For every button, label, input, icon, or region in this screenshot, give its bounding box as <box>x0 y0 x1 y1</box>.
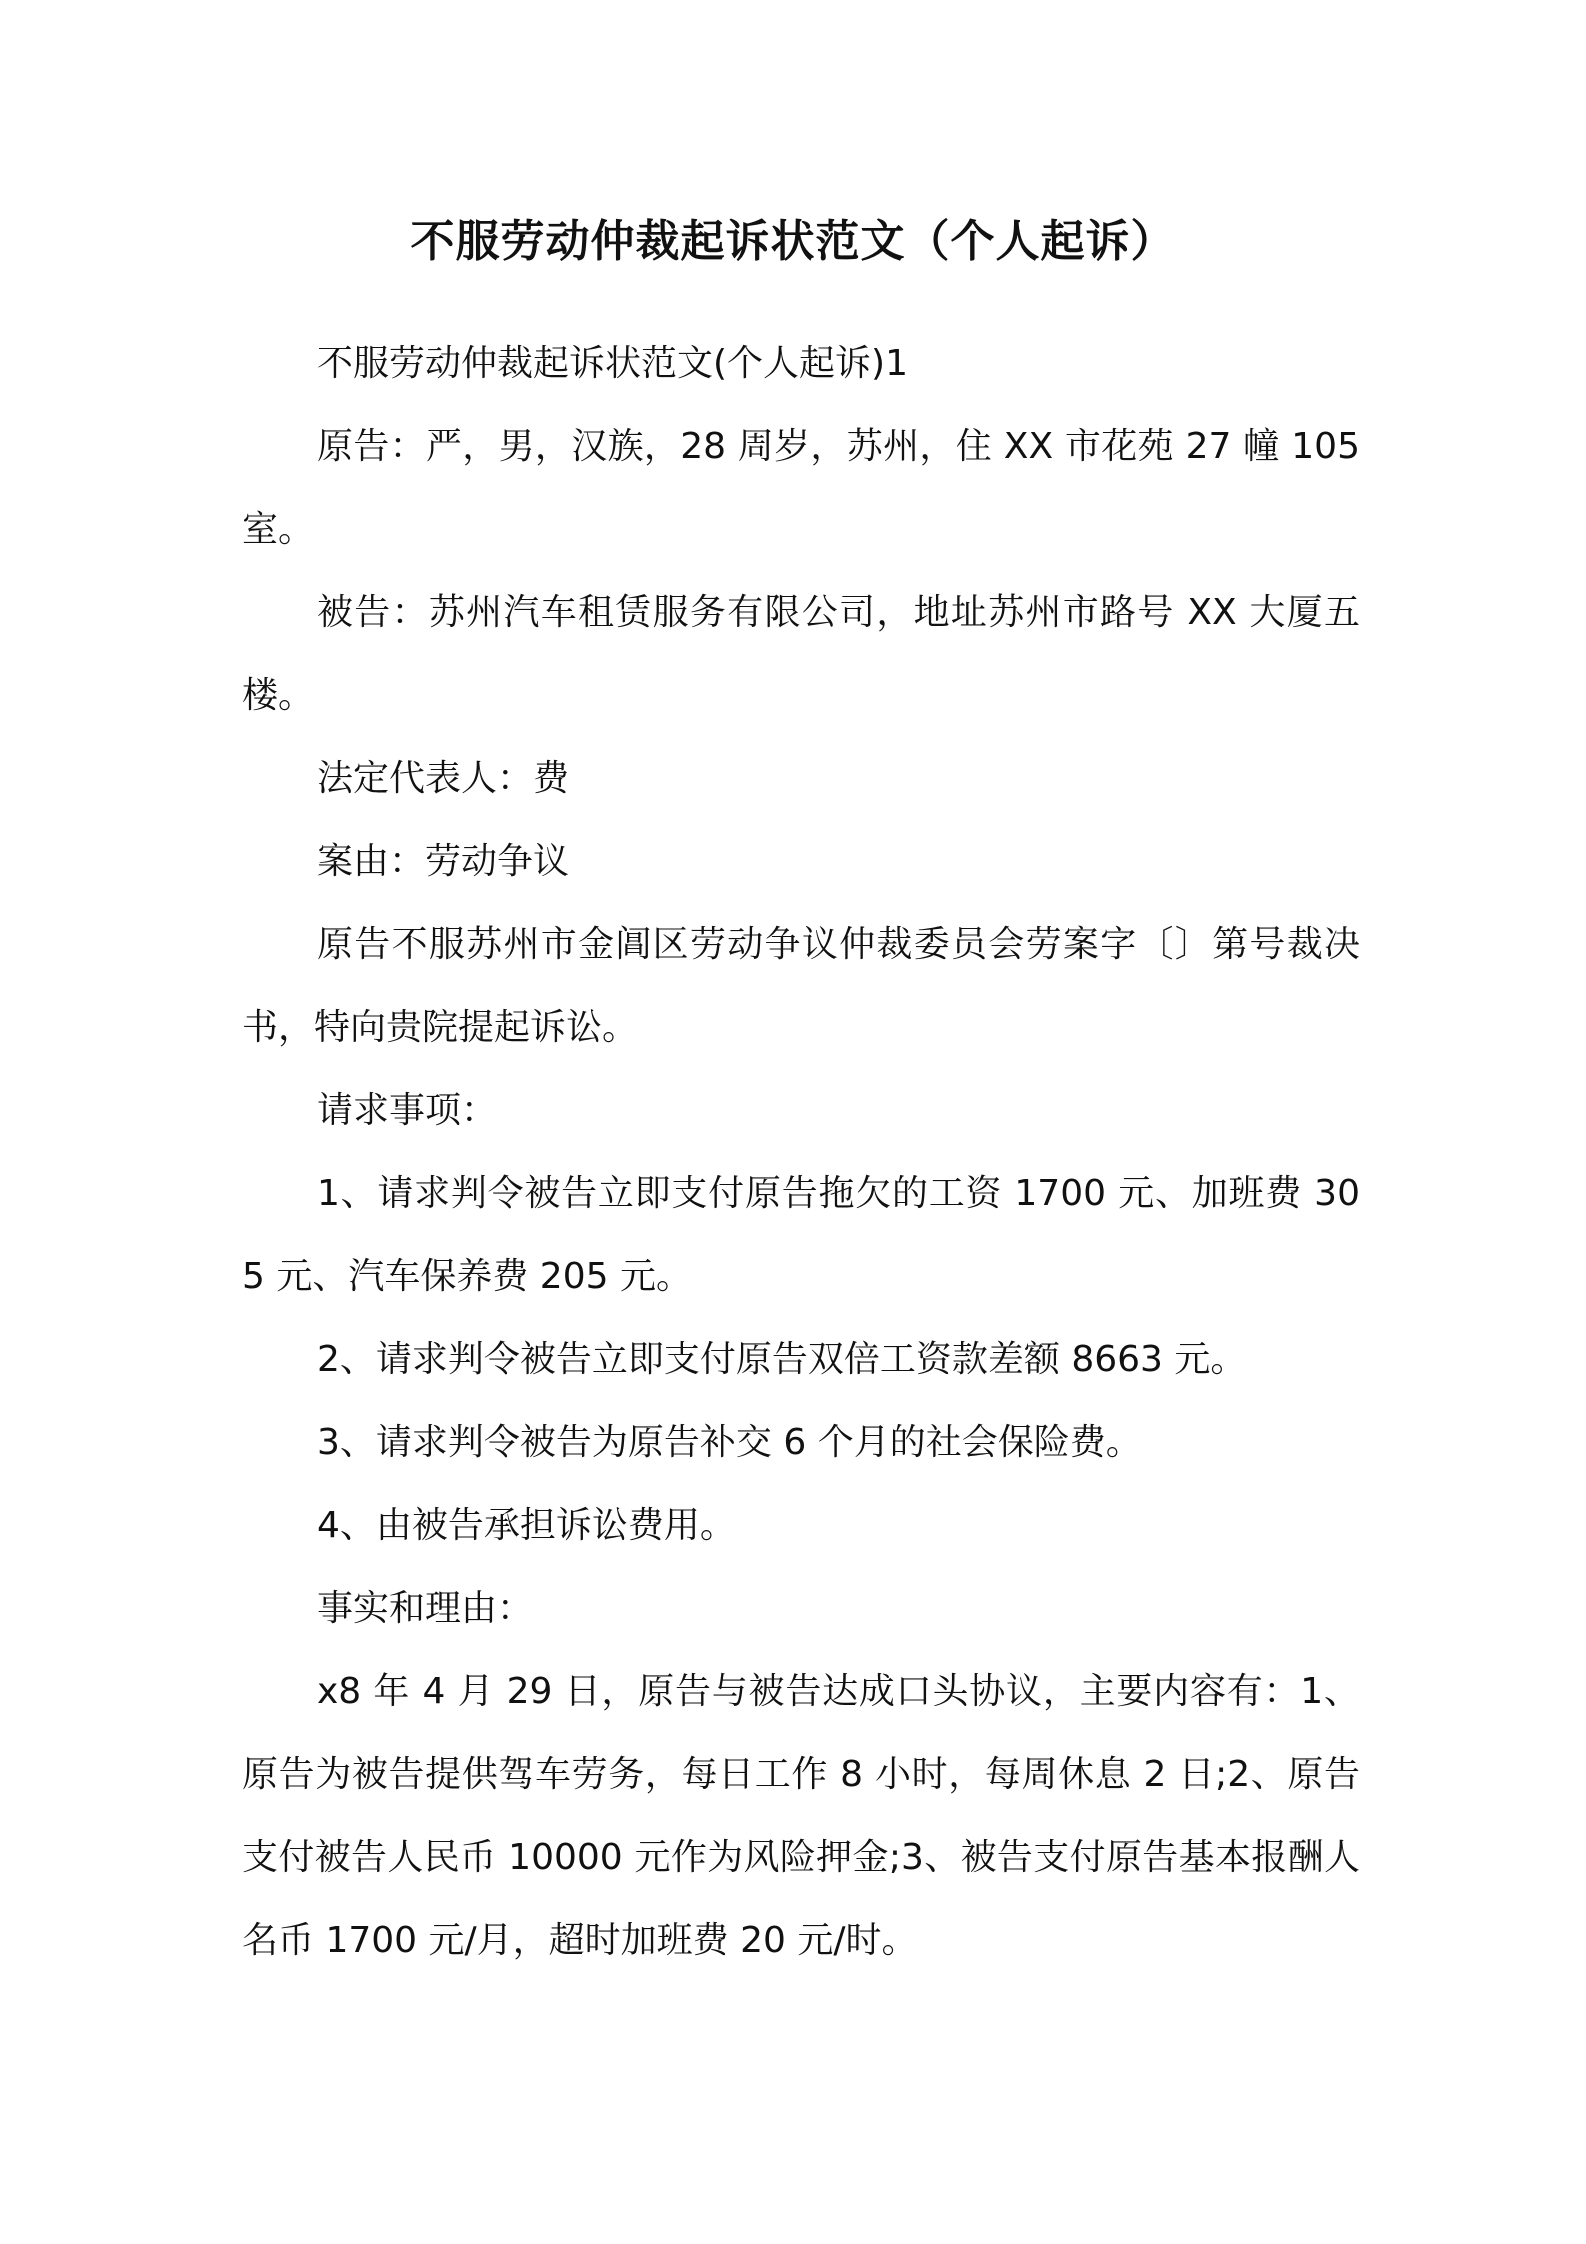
paragraph-cause-of-action: 案由：劳动争议 <box>317 841 570 882</box>
paragraph-facts-heading: 事实和理由： <box>317 1588 534 1629</box>
document-title: 不服劳动仲裁起诉状范文（个人起诉） <box>410 216 1176 267</box>
paragraph-plaintiff: 原告：严，男，汉族，28 周岁，苏州，住 XX 市花苑 27 幢 105 室。 <box>242 426 1360 550</box>
paragraph-appeal-statement: 原告不服苏州市金阊区劳动争议仲裁委员会劳案字〔〕第号裁决书，特向贵院提起诉讼。 <box>242 924 1360 1048</box>
paragraph-claim-2: 2、请求判令被告立即支付原告双倍工资款差额 8663 元。 <box>317 1339 1247 1380</box>
paragraph-claim-4: 4、由被告承担诉讼费用。 <box>317 1505 736 1546</box>
paragraph-claim-1: 1、请求判令被告立即支付原告拖欠的工资 1700 元、加班费 305 元、汽车保养费 205 元。 <box>242 1173 1360 1297</box>
paragraph-claims-heading: 请求事项： <box>317 1090 498 1131</box>
paragraph-facts: x8 年 4 月 29 日，原告与被告达成口头协议，主要内容有：1、原告为被告提供驾车劳务，每日工作 8 小时，每周休息 2 日;2、原告支付被告人民币 10000 元作为风险押金;3、被告支付原告基本报酬人名币 1700 元/月，超时加班费 20 元/时。 <box>242 1671 1360 1961</box>
paragraph-heading: 不服劳动仲裁起诉状范文(个人起诉)1 <box>317 343 908 384</box>
paragraph-claim-3: 3、请求判令被告为原告补交 6 个月的社会保险费。 <box>317 1422 1142 1463</box>
paragraph-defendant: 被告：苏州汽车租赁服务有限公司，地址苏州市路号 XX 大厦五楼。 <box>242 592 1360 716</box>
document-body <box>242 322 1360 1982</box>
paragraph-legal-representative: 法定代表人：费 <box>317 758 570 799</box>
